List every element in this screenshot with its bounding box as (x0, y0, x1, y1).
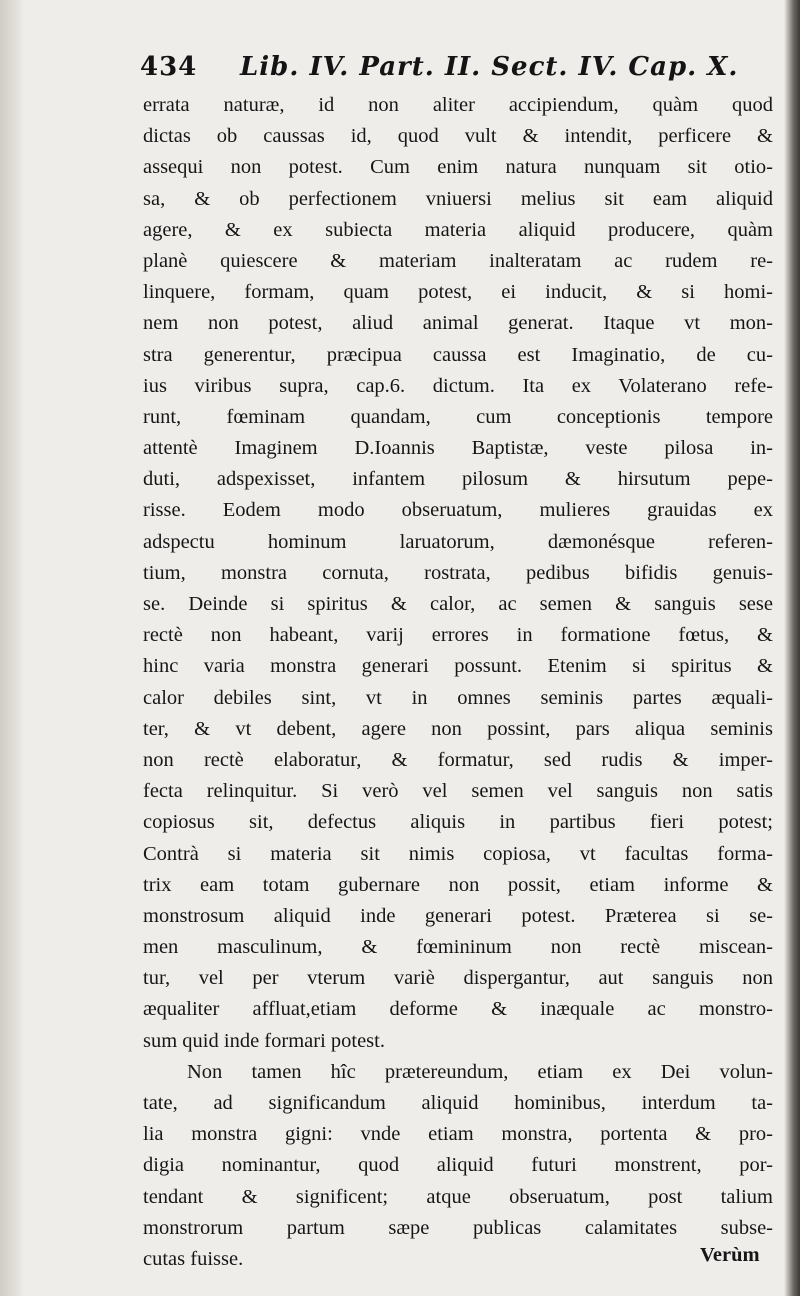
text-line: risse. Eodem modo obseruatum, mulieres grauidas ex (143, 499, 773, 522)
page-number: 434 (140, 52, 198, 82)
paragraph-1 (143, 90, 773, 1057)
text-line: sum quid inde formari potest. (143, 1029, 385, 1052)
text-line: ter, & vt debent, agere non possint, pars aliqua seminis (143, 717, 773, 740)
text-line: attentè Imaginem D.Ioannis Baptistæ, veste pilosa in- (143, 437, 773, 460)
text-line: tendant & significent; atque obseruatum, post talium (143, 1185, 773, 1208)
page-edge (784, 0, 800, 1296)
text-line: tium, monstra cornuta, rostrata, pedibus bifidis genuis- (143, 561, 773, 584)
text-line: planè quiescere & materiam inalteratam ac rudem re- (143, 249, 773, 272)
text-line: lia monstra gigni: vnde etiam monstra, portenta & pro- (143, 1123, 773, 1146)
text-line: sa, & ob perfectionem vniuersi melius sit eam aliquid (143, 187, 773, 210)
text-line: hinc varia monstra generari possunt. Etenim si spiritus & (143, 655, 773, 678)
text-line: tur, vel per vterum variè dispergantur, aut sanguis non (143, 967, 773, 990)
text-line: monstrorum partum sæpe publicas calamitates subse- (143, 1216, 773, 1239)
text-line: cutas fuisse. (143, 1247, 244, 1270)
text-line: monstrosum aliquid inde generari potest. Præterea si se- (143, 904, 773, 927)
text-line: copiosus sit, defectus aliquis in partibus fieri potest; (143, 811, 773, 834)
text-line: duti, adspexisset, infantem pilosum & hirsutum pepe- (143, 468, 773, 491)
text-line: fecta relinquitur. Si verò vel semen vel sanguis non satis (143, 780, 773, 803)
text-line: men masculinum, & fœmininum non rectè miscean- (143, 936, 773, 959)
body-text (143, 90, 773, 1275)
text-line: errata naturæ, id non aliter accipiendum, quàm quod (143, 94, 773, 116)
text-line: linquere, formam, quam potest, ei inducit, & si homi- (143, 281, 773, 304)
gutter-shadow (0, 0, 24, 1296)
text-line: trix eam totam gubernare non possit, etiam informe & (143, 873, 773, 896)
text-line: dictas ob caussas id, quod vult & intendit, perficere & (143, 125, 773, 148)
text-line: Non tamen hîc prætereundum, etiam ex Dei volun- (187, 1060, 773, 1083)
running-title: Lib. IV. Part. II. Sect. IV. Cap. X. (240, 52, 739, 82)
catchword: Verùm (700, 1244, 760, 1266)
text-line: runt, fœminam quandam, cum conceptionis tempore (143, 405, 773, 428)
text-line: agere, & ex subiecta materia aliquid producere, quàm (143, 218, 773, 241)
paragraph-2 (143, 1057, 773, 1275)
text-line: non rectè elaboratur, & formatur, sed rudis & imper- (143, 748, 773, 771)
text-line: nem non potest, aliud animal generat. Itaque vt mon- (143, 312, 773, 335)
text-line: ius viribus supra, cap.6. dictum. Ita ex Volaterano refe- (143, 374, 773, 397)
text-line: tate, ad significandum aliquid hominibus, interdum ta- (143, 1092, 773, 1114)
text-line: se. Deinde si spiritus & calor, ac semen & sanguis sese (143, 593, 773, 615)
text-line: digia nominantur, quod aliquid futuri monstrent, por- (143, 1154, 773, 1177)
text-line: rectè non habeant, varij errores in formatione fœtus, & (143, 624, 773, 647)
text-line: adspectu hominum laruatorum, dæmonésque referen- (143, 530, 773, 553)
text-line: calor debiles sint, vt in omnes seminis partes æquali- (143, 686, 773, 709)
text-line: æqualiter affluat,etiam deforme & inæquale ac monstro- (143, 998, 773, 1021)
text-line: Contrà si materia sit nimis copiosa, vt facultas forma- (143, 842, 773, 865)
page-header (140, 50, 739, 94)
text-line: stra generentur, præcipua caussa est Imaginatio, de cu- (143, 343, 773, 366)
text-line: assequi non potest. Cum enim natura nunquam sit otio- (143, 156, 773, 179)
